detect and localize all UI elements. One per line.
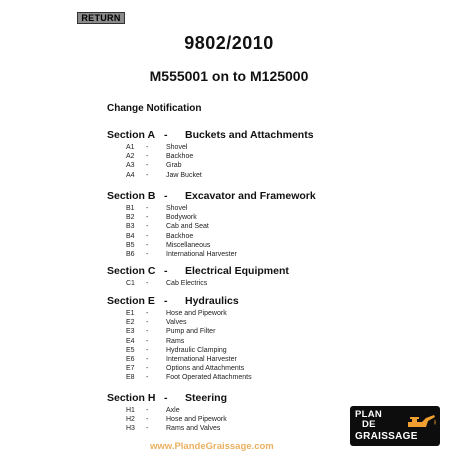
item-name: Cab Electrics — [166, 280, 208, 287]
item-name: Jaw Bucket — [166, 171, 202, 179]
item-code: E6 — [126, 356, 135, 363]
item-dash: - — [146, 162, 149, 170]
item-dash: - — [146, 365, 149, 373]
item-name: Foot Operated Attachments — [166, 374, 252, 382]
item-name: Bodywork — [166, 214, 197, 222]
item-code: C1 — [126, 280, 135, 287]
item-code: B2 — [126, 214, 135, 222]
logo-line-3: GRAISSAGE — [355, 431, 418, 442]
item-dash: - — [146, 407, 149, 414]
item-dash: - — [146, 171, 149, 179]
section-label: Section C — [107, 265, 156, 277]
oil-can-icon — [404, 410, 438, 432]
item-code: A3 — [126, 162, 135, 170]
section-title: Steering — [185, 392, 228, 404]
logo-line-1: PLAN — [355, 409, 383, 420]
item-dash: - — [146, 416, 149, 424]
section-title: Buckets and Attachments — [185, 129, 314, 141]
item-code: B6 — [126, 251, 135, 258]
change-notification-link[interactable]: Change Notification — [107, 103, 202, 114]
item-code: H2 — [126, 416, 135, 424]
item-code: A1 — [126, 144, 135, 151]
item-name: Shovel — [166, 144, 188, 151]
item-code: A2 — [126, 153, 135, 161]
section-dash: - — [164, 190, 168, 202]
document-number: 9802/2010 — [184, 33, 274, 53]
item-dash: - — [146, 280, 149, 287]
item-name: Axle — [166, 407, 180, 414]
item-dash: - — [146, 356, 149, 363]
item-name: International Harvester — [166, 356, 237, 363]
item-code: B1 — [126, 205, 135, 212]
section-label: Section B — [107, 190, 156, 202]
item-dash: - — [146, 346, 149, 354]
item-dash: - — [146, 241, 149, 249]
item-name: Options and Attachments — [166, 365, 245, 373]
serial-range: M555001 on to M125000 — [149, 68, 309, 84]
logo-line-2: DE — [362, 419, 376, 430]
item-dash: - — [146, 319, 149, 327]
item-dash: - — [146, 374, 149, 382]
section-dash: - — [164, 265, 168, 277]
section-dash: - — [164, 392, 168, 404]
item-dash: - — [146, 310, 149, 317]
item-name: Pump and Filter — [166, 328, 216, 336]
watermark-url: www.PlandeGraissage.com — [150, 441, 274, 452]
item-code: H1 — [126, 407, 135, 414]
item-code: E5 — [126, 346, 135, 354]
item-name: Backhoe — [166, 153, 194, 161]
return-button[interactable]: RETURN — [77, 12, 125, 24]
item-name: Hose and Pipework — [166, 310, 227, 317]
item-code: E8 — [126, 374, 135, 382]
section-dash: - — [164, 129, 168, 141]
item-dash: - — [146, 232, 149, 240]
item-dash: - — [146, 223, 149, 231]
item-code: E3 — [126, 328, 135, 336]
item-name: Valves — [166, 319, 187, 327]
item-name: Hydraulic Clamping — [166, 346, 227, 354]
item-name: Rams and Valves — [166, 425, 221, 433]
item-dash: - — [146, 251, 149, 258]
item-code: B5 — [126, 241, 135, 249]
item-code: B3 — [126, 223, 135, 231]
item-name: International Harvester — [166, 251, 237, 258]
item-code: E4 — [126, 337, 135, 345]
item-dash: - — [146, 214, 149, 222]
item-code: E7 — [126, 365, 135, 373]
item-name: Hose and Pipework — [166, 416, 227, 424]
item-code: E2 — [126, 319, 135, 327]
item-code: E1 — [126, 310, 135, 317]
section-title: Hydraulics — [185, 295, 239, 307]
item-dash: - — [146, 328, 149, 336]
plan-de-graissage-logo — [350, 406, 440, 446]
item-name: Grab — [166, 162, 182, 170]
section-label: Section A — [107, 129, 156, 141]
item-dash: - — [146, 144, 149, 151]
item-name: Rams — [166, 337, 185, 345]
item-name: Miscellaneous — [166, 241, 211, 249]
item-dash: - — [146, 425, 149, 433]
section-label: Section H — [107, 392, 156, 404]
item-code: B4 — [126, 232, 135, 240]
item-name: Cab and Seat — [166, 223, 209, 231]
section-title: Excavator and Framework — [185, 190, 316, 202]
item-name: Backhoe — [166, 232, 194, 240]
section-title: Electrical Equipment — [185, 265, 289, 277]
item-dash: - — [146, 205, 149, 212]
item-dash: - — [146, 337, 149, 345]
section-dash: - — [164, 295, 168, 307]
item-code: A4 — [126, 171, 135, 179]
section-label: Section E — [107, 295, 155, 307]
item-name: Shovel — [166, 205, 188, 212]
item-code: H3 — [126, 425, 135, 433]
item-dash: - — [146, 153, 149, 161]
